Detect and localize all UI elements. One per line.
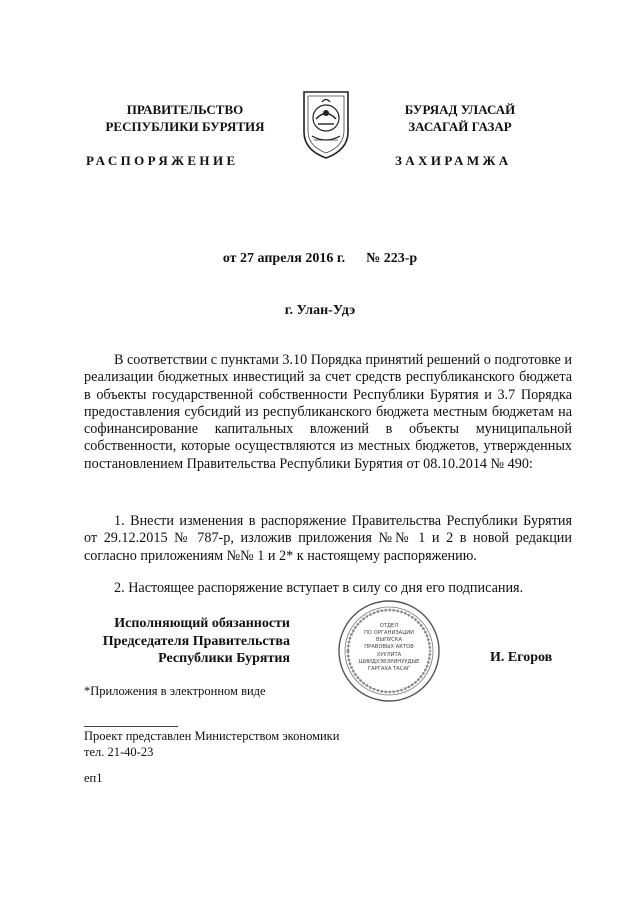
seal-line-3: ВЫПУСКА: [375, 637, 403, 643]
government-name-line2: РЕСПУБЛИКИ БУРЯТИЯ: [105, 119, 265, 134]
seal-line-5: ХУУЛИТА: [376, 652, 402, 658]
official-seal-icon: [336, 598, 442, 704]
project-phone: тел. 21-40-23: [84, 744, 154, 759]
clause-2-paragraph: 2. Настоящее распоряжение вступает в силу со дня его подписания.: [114, 580, 524, 596]
signatory-title-line2: Председателя Правительства: [102, 633, 290, 649]
government-name-bua: [355, 101, 565, 135]
project-info: [84, 729, 339, 760]
coat-of-arms-icon: [300, 88, 352, 160]
government-name-ru: [80, 101, 290, 135]
signatory-title-line1: Исполняющий обязанности: [114, 616, 290, 631]
seal-line-2: ПО ОРГАНИЗАЦИИ: [363, 630, 415, 636]
document-code: еп1: [84, 771, 103, 785]
doc-type-ru: РАСПОРЯЖЕНИЕ: [86, 153, 239, 168]
order-date-number: [0, 251, 640, 267]
seal-line-6: ШИИДХЭБЭРИНУУДЫЕ: [358, 659, 420, 665]
doc-type-bua: ЗАХИРАМЖА: [395, 153, 512, 168]
order-date: от 27 апреля 2016 г.: [222, 251, 346, 266]
government-name-line1: ПРАВИТЕЛЬСТВО: [126, 102, 244, 117]
order-city: г. Улан-Удэ: [284, 303, 356, 318]
seal-line-7: ГАРГАХА ТАСАГ: [367, 666, 411, 672]
order-number: № 223-р: [366, 251, 418, 266]
signatory-title: [80, 615, 290, 668]
preamble-paragraph: В соответствии с пунктами 3.10 Порядка принятий решений о подготовке и реализации бюджетных инвестиций за счет средств республиканского бюджета в объекты государственной собственности Республики Бурятия и 3.7 Порядка предоставления субсидий из республиканского бюджета местным бюджетам на софинансирование капитальных вложений в объекты муниципальной собственности, которые осуществляются из местных бюджетов, утвержденных постановлением Правительства Республики Бурятия от 08.10.2014 № 490:: [84, 352, 572, 472]
project-submitter: Проект представлен Министерством экономики: [84, 729, 340, 743]
attachment-note: *Приложения в электронном виде: [84, 684, 266, 698]
clause-1-paragraph: 1. Внести изменения в распоряжение Правительства Республики Бурятия от 29.12.2015 № 787-р, изложив приложения №№ 1 и 2 в новой редакции согласно приложениям №№ 1 и 2* к настоящему распоряжению.: [84, 513, 572, 564]
government-name-bua-line1: БУРЯАД УЛАСАЙ: [404, 102, 516, 117]
seal-line-4: ПРАВОВЫХ АКТОВ: [364, 644, 414, 650]
government-name-bua-line2: ЗАСАГАЙ ГАЗАР: [408, 119, 512, 134]
signatory-title-line3: Республики Бурятия: [158, 651, 290, 666]
signatory-name: И. Егоров: [490, 650, 553, 665]
footer-divider: [84, 726, 178, 727]
seal-line-1: ОТДЕЛ: [379, 623, 399, 629]
